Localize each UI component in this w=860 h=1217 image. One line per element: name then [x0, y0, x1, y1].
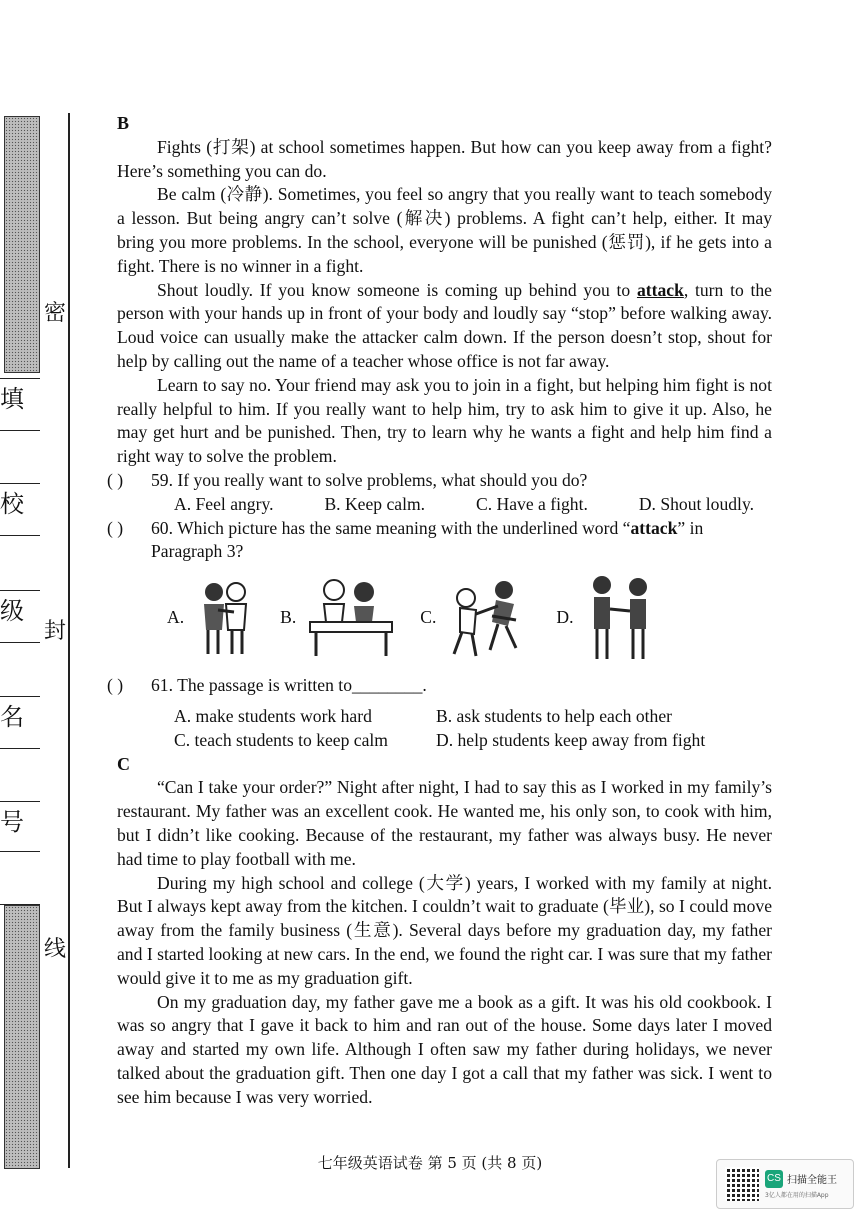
picture-label: A.	[167, 607, 185, 628]
answer-bracket: ( )	[107, 517, 124, 538]
info-cell-label: 名	[0, 703, 24, 731]
info-cell-label: 级	[0, 597, 24, 625]
picture-label: D.	[556, 607, 574, 628]
option-d: D. help students keep away from fight	[436, 729, 706, 750]
option-c: C. Have a fight.	[476, 493, 588, 514]
men-shaking-hands-illustration	[584, 573, 660, 663]
picture-option-d	[556, 573, 659, 663]
exam-page	[107, 112, 772, 1109]
question-61-options	[117, 705, 772, 753]
camscanner-logo-icon: CS	[765, 1170, 783, 1188]
option-a: A. make students work hard	[174, 705, 372, 726]
option-a: A. Feel angry.	[174, 493, 274, 514]
option-b: B. Keep calm.	[324, 493, 426, 514]
option-d: D. Shout loudly.	[638, 493, 754, 514]
question-text: 59. If you really want to solve problems, what should you do?	[151, 469, 588, 490]
picture-option-b	[280, 576, 396, 660]
question-61	[107, 674, 772, 698]
picture-option-c	[420, 576, 532, 660]
info-cell-label: 填	[0, 385, 24, 413]
underlined-word-attack: attack	[636, 279, 684, 300]
option-b: B. ask students to help each other	[436, 705, 672, 726]
question-text: 61. The passage is written to________.	[151, 675, 427, 696]
section-c-paragraph-3: On my graduation day, my father gave me a book as a gift. It was his old cookbook. I was so angry that I gave it back to him and ran out of the house. Some days later I moved away and started my own life. Although I often saw my father during holidays, we never talked about the graduation gift. Then one day I got a call that my father was sick. I went to see him because I was very worried.	[117, 991, 772, 1107]
student-info-boxes	[0, 378, 40, 903]
question-59	[107, 469, 772, 493]
question-60-pictures	[167, 570, 772, 666]
qr-code-icon	[725, 1167, 759, 1201]
question-text: 60. Which picture has the same meaning with the underlined word “	[151, 517, 631, 538]
section-c-title: C	[117, 753, 130, 774]
seal-feng: 封	[44, 619, 67, 644]
section-b-title: B	[117, 113, 130, 133]
info-cell-label: 号	[0, 808, 24, 836]
section-c-paragraph-1: “Can I take your order?” Night after night, I had to say this as I worked in my family’s restaurant. My father was an excellent cook. He wanted me, his only son, to cook with him, but I didn’t like cooking. Because of the restaurant, my father was always busy. He never had time to play football with me.	[117, 777, 772, 869]
section-b-paragraph-4: Learn to say no. Your friend may ask you to join in a fight, but helping him fight is not really helpful to him. If you really want to help him, try to ask him to give it up. Also, he may get hurt and be punished. Then, try to learn why he wants a fight and help him find a right way to solve the problem.	[117, 374, 772, 467]
picture-label: C.	[420, 607, 437, 628]
page-footer: 七年级英语试卷 第 5 页 (共 8 页)	[317, 1154, 543, 1172]
section-b-paragraph-1: Fights (打架) at school sometimes happen. But how can you keep away from a fight? Here’s something you can do.	[117, 136, 772, 181]
section-c-paragraph-2: During my high school and college (大学) years, I worked with my family at night. But I always kept away from the kitchen. I couldn’t wait to graduate (毕业), so I could move away from the family business (生意). Several days before my graduation day, my father and I started looking at new cars. In the end, we found the right car. I was sure that my father would give it to me as my graduation gift.	[117, 872, 772, 988]
question-59-options	[117, 493, 772, 517]
info-cell-label: 校	[0, 490, 24, 518]
picture-label: B.	[280, 607, 297, 628]
camscanner-watermark	[716, 1159, 854, 1209]
students-talking-at-table-illustration	[306, 576, 396, 660]
option-c: C. teach students to keep calm	[174, 729, 388, 750]
question-keyword: attack	[630, 517, 678, 538]
friends-arm-in-arm-illustration	[194, 578, 256, 658]
hatched-band-top	[4, 116, 40, 373]
section-b-paragraph-3: Shout loudly. If you know someone is coming up behind you to attack, turn to the person with your hands up in front of your body and loudly say “stop” before walking away. Loud voice can usually make the attacker calm down. If the person doesn’t stop, shout for help by calling out the name of a teacher whose office is not far away.	[117, 279, 772, 371]
boys-fighting-illustration	[446, 576, 532, 660]
badge-subtitle: 3亿人都在用的扫描App	[765, 1191, 829, 1199]
picture-option-a	[167, 578, 256, 658]
answer-bracket: ( )	[107, 675, 124, 696]
badge-title: 扫描全能王	[787, 1175, 837, 1186]
hatched-band-bottom	[4, 905, 40, 1169]
question-60: ( ) 60. Which picture has the same meaning with the underlined word “attack” in Paragraph 3?	[117, 517, 772, 565]
seal-mi: 密	[44, 301, 67, 326]
section-b-paragraph-2: Be calm (冷静). Sometimes, you feel so angry that you really want to teach somebody a lesson. But being angry can’t solve (解决) problems. A fight can’t help, either. It may bring you more problems. In the school, everyone will be punished (惩罚), if he gets into a fight. There is no winner in a fight.	[117, 184, 772, 276]
seal-xian: 线	[44, 937, 67, 962]
answer-bracket: ( )	[107, 469, 124, 490]
